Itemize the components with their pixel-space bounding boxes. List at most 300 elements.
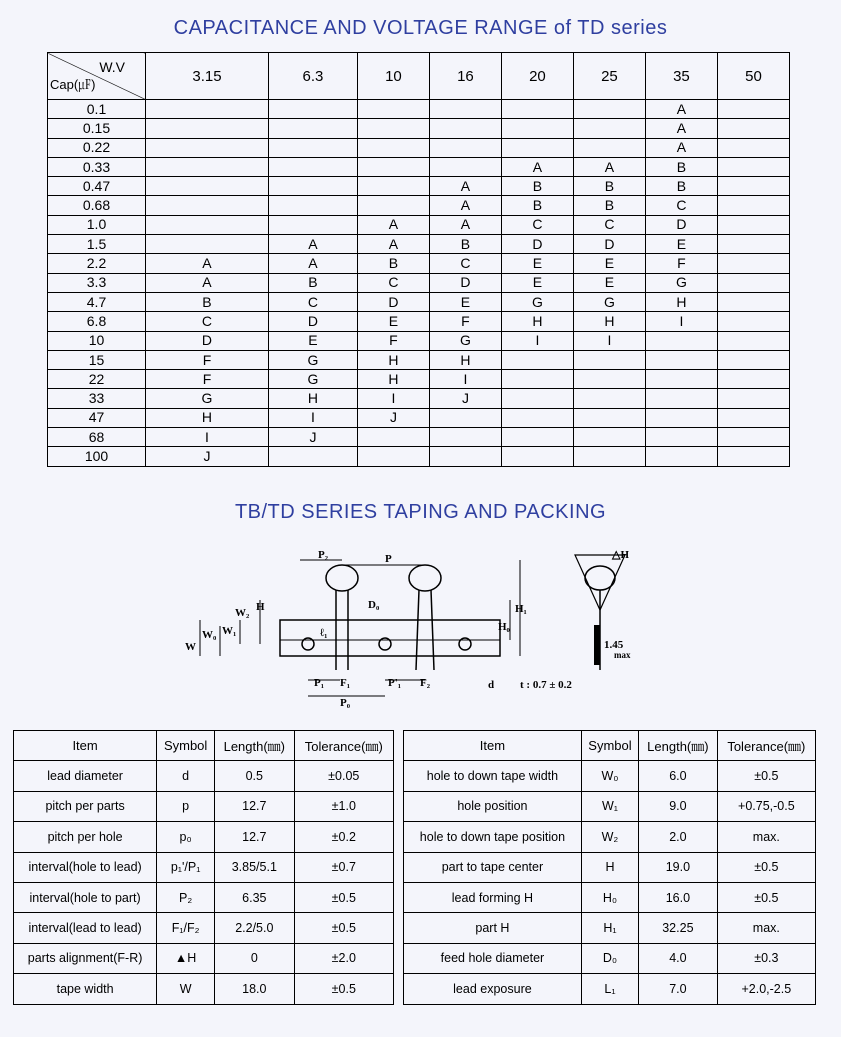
spec-symbol: W₁	[581, 791, 638, 821]
voltage-header: 16	[429, 53, 501, 100]
label-p2: P₂	[318, 549, 329, 561]
case-code-cell	[146, 138, 269, 157]
case-code-cell: F	[146, 350, 269, 369]
case-code-cell	[717, 331, 789, 350]
case-code-cell	[645, 370, 717, 389]
voltage-header-row	[48, 53, 790, 100]
voltage-header: 35	[645, 53, 717, 100]
col-item: Item	[14, 731, 157, 761]
spec-symbol: F₁/F₂	[157, 913, 215, 943]
case-code-cell: A	[645, 138, 717, 157]
case-code-cell	[357, 196, 429, 215]
spec-item: hole to down tape width	[404, 761, 582, 791]
case-code-cell	[501, 408, 573, 427]
case-code-cell: B	[645, 157, 717, 176]
spec-item: interval(hole to part)	[14, 882, 157, 912]
spec-tolerance: ±0.2	[294, 822, 393, 852]
case-code-cell: D	[645, 215, 717, 234]
case-code-cell: A	[645, 100, 717, 119]
case-code-cell: A	[268, 254, 357, 273]
case-code-cell: C	[146, 312, 269, 331]
lead	[431, 590, 434, 670]
case-code-cell: J	[268, 428, 357, 447]
case-code-cell: H	[573, 312, 645, 331]
case-code-cell	[717, 138, 789, 157]
case-code-cell: F	[146, 370, 269, 389]
case-code-cell	[357, 428, 429, 447]
spec-row	[404, 943, 816, 973]
case-code-cell: E	[501, 254, 573, 273]
case-code-cell	[429, 408, 501, 427]
case-code-cell: G	[573, 292, 645, 311]
case-code-cell	[268, 215, 357, 234]
case-code-cell	[717, 292, 789, 311]
voltage-header: 3.15	[146, 53, 269, 100]
cap-value: 0.15	[48, 119, 146, 138]
range-row	[48, 350, 790, 369]
label-h0: H₀	[498, 621, 510, 633]
case-code-cell	[501, 100, 573, 119]
case-code-cell: B	[573, 177, 645, 196]
spec-tolerance: ±0.5	[294, 882, 393, 912]
spec-row	[14, 913, 394, 943]
spec-row	[14, 882, 394, 912]
case-code-cell: B	[146, 292, 269, 311]
range-row	[48, 447, 790, 466]
case-code-cell: G	[645, 273, 717, 292]
spec-header-row	[14, 731, 394, 761]
cap-value: 0.68	[48, 196, 146, 215]
case-code-cell: F	[429, 312, 501, 331]
cap-value: 0.47	[48, 177, 146, 196]
case-code-cell	[501, 138, 573, 157]
case-code-cell: A	[146, 273, 269, 292]
spec-symbol: H	[581, 852, 638, 882]
label-thick: 1.45	[604, 639, 624, 651]
case-code-cell: C	[501, 215, 573, 234]
spec-length: 12.7	[215, 791, 295, 821]
taping-diagram	[180, 540, 650, 710]
spec-row	[14, 791, 394, 821]
side-view-tape	[594, 625, 600, 665]
spec-item: tape width	[14, 974, 157, 1004]
spec-tolerance: ±0.5	[717, 852, 815, 882]
case-code-cell	[717, 370, 789, 389]
label-w0: W₀	[202, 629, 217, 641]
case-code-cell	[717, 235, 789, 254]
case-code-cell	[645, 350, 717, 369]
cap-value: 100	[48, 447, 146, 466]
spec-symbol: d	[157, 761, 215, 791]
case-code-cell: A	[357, 235, 429, 254]
case-code-cell	[146, 235, 269, 254]
case-code-cell: H	[645, 292, 717, 311]
case-code-cell	[357, 157, 429, 176]
spec-item: hole to down tape position	[404, 822, 582, 852]
case-code-cell	[573, 447, 645, 466]
voltage-header: 20	[501, 53, 573, 100]
case-code-cell	[501, 389, 573, 408]
component-body	[409, 565, 441, 591]
spec-length: 6.35	[215, 882, 295, 912]
case-code-cell	[501, 350, 573, 369]
case-code-cell	[146, 177, 269, 196]
spec-length: 6.0	[639, 761, 718, 791]
spec-item: pitch per parts	[14, 791, 157, 821]
col-item: Item	[404, 731, 582, 761]
cap-value: 1.5	[48, 235, 146, 254]
case-code-cell	[717, 447, 789, 466]
lead	[416, 590, 419, 670]
cap-value: 0.33	[48, 157, 146, 176]
spec-length: 19.0	[639, 852, 718, 882]
case-code-cell: B	[357, 254, 429, 273]
label-d0: D₀	[368, 599, 380, 611]
case-code-cell	[501, 370, 573, 389]
case-code-cell: D	[146, 331, 269, 350]
range-body	[48, 100, 790, 467]
case-code-cell	[573, 119, 645, 138]
case-code-cell: D	[429, 273, 501, 292]
spec-length: 2.0	[639, 822, 718, 852]
case-code-cell	[268, 157, 357, 176]
case-code-cell: E	[645, 235, 717, 254]
spec-row	[404, 974, 816, 1004]
label-thick-max: max	[614, 650, 631, 660]
taping-title: TB/TD SERIES TAPING AND PACKING	[234, 501, 607, 523]
range-row	[48, 428, 790, 447]
case-code-cell	[357, 138, 429, 157]
cap-value: 33	[48, 389, 146, 408]
range-row	[48, 273, 790, 292]
case-code-cell	[429, 428, 501, 447]
case-code-cell: J	[429, 389, 501, 408]
col-length: Length(㎜)	[215, 731, 295, 761]
cap-value: 4.7	[48, 292, 146, 311]
spec-symbol: H₀	[581, 882, 638, 912]
case-code-cell	[268, 119, 357, 138]
voltage-header: 50	[717, 53, 789, 100]
spec-symbol: p₀	[157, 822, 215, 852]
case-code-cell: D	[501, 235, 573, 254]
label-d: d	[488, 679, 495, 691]
spec-symbol: p	[157, 791, 215, 821]
case-code-cell	[357, 119, 429, 138]
case-code-cell	[717, 389, 789, 408]
spec-item: part H	[404, 913, 582, 943]
spec-item: hole position	[404, 791, 582, 821]
spec-tolerance: ±0.5	[717, 882, 815, 912]
component-body	[326, 565, 358, 591]
case-code-cell: I	[501, 331, 573, 350]
case-code-cell	[717, 157, 789, 176]
cap-value: 6.8	[48, 312, 146, 331]
case-code-cell	[717, 215, 789, 234]
case-code-cell: A	[429, 215, 501, 234]
col-tolerance: Tolerance(㎜)	[717, 731, 815, 761]
spec-row	[14, 852, 394, 882]
spec-tolerance: ±0.3	[717, 943, 815, 973]
case-code-cell	[501, 428, 573, 447]
case-code-cell: B	[645, 177, 717, 196]
spec-item: part to tape center	[404, 852, 582, 882]
case-code-cell: B	[268, 273, 357, 292]
range-row	[48, 157, 790, 176]
case-code-cell: J	[357, 408, 429, 427]
range-row	[48, 389, 790, 408]
case-code-cell: G	[268, 370, 357, 389]
case-code-cell	[501, 447, 573, 466]
case-code-cell	[429, 138, 501, 157]
case-code-cell: E	[357, 312, 429, 331]
col-tolerance: Tolerance(㎜)	[294, 731, 393, 761]
case-code-cell	[573, 350, 645, 369]
case-code-cell: H	[501, 312, 573, 331]
case-code-cell	[573, 370, 645, 389]
case-code-cell: I	[573, 331, 645, 350]
spec-symbol: H₁	[581, 913, 638, 943]
spec-length: 0	[215, 943, 295, 973]
case-code-cell: E	[501, 273, 573, 292]
spec-length: 0.5	[215, 761, 295, 791]
case-code-cell	[717, 196, 789, 215]
range-row	[48, 235, 790, 254]
case-code-cell: A	[357, 215, 429, 234]
case-code-cell: C	[645, 196, 717, 215]
case-code-cell	[146, 100, 269, 119]
spec-tolerance: +2.0,-2.5	[717, 974, 815, 1004]
case-code-cell: A	[429, 196, 501, 215]
spec-length: 12.7	[215, 822, 295, 852]
spec-row	[14, 943, 394, 973]
case-code-cell	[645, 428, 717, 447]
case-code-cell	[146, 157, 269, 176]
range-row	[48, 177, 790, 196]
case-code-cell	[717, 119, 789, 138]
spec-tolerance: ±0.5	[717, 761, 815, 791]
wv-label: W.V	[99, 59, 125, 75]
spec-tolerance: ±0.5	[294, 913, 393, 943]
case-code-cell	[573, 428, 645, 447]
case-code-cell	[146, 196, 269, 215]
spec-item: lead exposure	[404, 974, 582, 1004]
label-p: P	[385, 553, 392, 565]
spec-length: 3.85/5.1	[215, 852, 295, 882]
spec-symbol: W₂	[581, 822, 638, 852]
case-code-cell	[717, 312, 789, 331]
corner-header	[48, 53, 146, 100]
range-row	[48, 292, 790, 311]
case-code-cell: A	[268, 235, 357, 254]
case-code-cell	[268, 196, 357, 215]
case-code-cell	[717, 177, 789, 196]
case-code-cell: D	[573, 235, 645, 254]
spec-row	[14, 974, 394, 1004]
spec-header-row	[404, 731, 816, 761]
spec-symbol: L₁	[581, 974, 638, 1004]
case-code-cell: G	[268, 350, 357, 369]
col-symbol: Symbol	[157, 731, 215, 761]
case-code-cell	[717, 100, 789, 119]
case-code-cell	[717, 428, 789, 447]
case-code-cell	[429, 119, 501, 138]
spec-tolerance: ±0.5	[294, 974, 393, 1004]
spec-item: interval(hole to lead)	[14, 852, 157, 882]
spec-item: pitch per hole	[14, 822, 157, 852]
range-row	[48, 119, 790, 138]
case-code-cell	[429, 100, 501, 119]
case-code-cell: H	[268, 389, 357, 408]
case-code-cell	[357, 447, 429, 466]
range-row	[48, 408, 790, 427]
label-h: H	[256, 601, 265, 613]
label-w1: W₁	[222, 625, 237, 637]
label-p1b: P'₁	[388, 677, 402, 689]
spec-tolerance: max.	[717, 913, 815, 943]
case-code-cell: H	[357, 350, 429, 369]
label-p1: P₁	[314, 677, 325, 689]
spec-table-left	[13, 730, 394, 1005]
case-code-cell	[573, 408, 645, 427]
capacitance-voltage-table	[47, 52, 790, 467]
case-code-cell	[501, 119, 573, 138]
case-code-cell: C	[268, 292, 357, 311]
spec-length: 16.0	[639, 882, 718, 912]
case-code-cell: F	[357, 331, 429, 350]
spec-row	[404, 761, 816, 791]
case-code-cell: E	[573, 273, 645, 292]
case-code-cell: E	[429, 292, 501, 311]
case-code-cell: B	[501, 177, 573, 196]
case-code-cell: H	[429, 350, 501, 369]
cap-value: 0.1	[48, 100, 146, 119]
spec-row	[404, 822, 816, 852]
spec-row	[404, 913, 816, 943]
cap-value: 10	[48, 331, 146, 350]
label-p0: P₀	[340, 697, 351, 709]
case-code-cell: C	[573, 215, 645, 234]
cap-value: 2.2	[48, 254, 146, 273]
case-code-cell	[717, 254, 789, 273]
label-f1: F₁	[340, 677, 351, 689]
case-code-cell	[717, 273, 789, 292]
spec-row	[14, 822, 394, 852]
case-code-cell: C	[429, 254, 501, 273]
spec-symbol: W	[157, 974, 215, 1004]
spec-tolerance: ±0.05	[294, 761, 393, 791]
range-row	[48, 331, 790, 350]
spec-item: interval(lead to lead)	[14, 913, 157, 943]
spec-length: 18.0	[215, 974, 295, 1004]
spec-tolerance: ±1.0	[294, 791, 393, 821]
case-code-cell	[645, 408, 717, 427]
label-f2: F₂	[420, 677, 431, 689]
case-code-cell: B	[501, 196, 573, 215]
cap-label: Cap(㎌)	[50, 77, 96, 92]
spec-item: feed hole diameter	[404, 943, 582, 973]
spec-tolerance: +0.75,-0.5	[717, 791, 815, 821]
cap-value: 68	[48, 428, 146, 447]
spec-symbol: D₀	[581, 943, 638, 973]
range-row	[48, 370, 790, 389]
range-row	[48, 312, 790, 331]
case-code-cell: I	[146, 428, 269, 447]
case-code-cell: A	[501, 157, 573, 176]
range-row	[48, 215, 790, 234]
case-code-cell: C	[357, 273, 429, 292]
spec-item: parts alignment(F-R)	[14, 943, 157, 973]
spec-length: 4.0	[639, 943, 718, 973]
side-view-body	[585, 566, 615, 590]
voltage-header: 25	[573, 53, 645, 100]
spec-row	[404, 882, 816, 912]
case-code-cell	[146, 119, 269, 138]
cap-value: 47	[48, 408, 146, 427]
case-code-cell	[717, 350, 789, 369]
case-code-cell: A	[146, 254, 269, 273]
spec-length: 7.0	[639, 974, 718, 1004]
case-code-cell	[357, 177, 429, 196]
case-code-cell: A	[573, 157, 645, 176]
spec-symbol: ▲H	[157, 943, 215, 973]
cap-value: 22	[48, 370, 146, 389]
label-dh: △H	[612, 549, 630, 561]
spec-row	[14, 761, 394, 791]
case-code-cell: J	[146, 447, 269, 466]
case-code-cell	[429, 157, 501, 176]
spec-row	[404, 852, 816, 882]
range-row	[48, 254, 790, 273]
case-code-cell	[573, 389, 645, 408]
case-code-cell	[429, 447, 501, 466]
case-code-cell	[268, 447, 357, 466]
spec-item: lead diameter	[14, 761, 157, 791]
spec-table-right	[403, 730, 816, 1005]
col-symbol: Symbol	[581, 731, 638, 761]
case-code-cell: A	[645, 119, 717, 138]
case-code-cell: F	[645, 254, 717, 273]
spec-item: lead forming H	[404, 882, 582, 912]
label-w: W	[185, 641, 196, 653]
case-code-cell	[268, 177, 357, 196]
case-code-cell	[146, 215, 269, 234]
case-code-cell: B	[429, 235, 501, 254]
range-row	[48, 100, 790, 119]
case-code-cell	[717, 408, 789, 427]
spec-length: 2.2/5.0	[215, 913, 295, 943]
voltage-header: 6.3	[268, 53, 357, 100]
case-code-cell	[573, 138, 645, 157]
case-code-cell	[357, 100, 429, 119]
case-code-cell: A	[429, 177, 501, 196]
spec-length: 32.25	[639, 913, 718, 943]
case-code-cell	[645, 389, 717, 408]
case-code-cell: I	[429, 370, 501, 389]
spec-symbol: p₁'/P₁	[157, 852, 215, 882]
case-code-cell: E	[573, 254, 645, 273]
spec-row	[404, 791, 816, 821]
case-code-cell	[268, 100, 357, 119]
case-code-cell: G	[146, 389, 269, 408]
case-code-cell	[268, 138, 357, 157]
range-row	[48, 138, 790, 157]
cap-value: 0.22	[48, 138, 146, 157]
case-code-cell: G	[501, 292, 573, 311]
label-h1: H₁	[515, 603, 527, 615]
spec-tolerance: max.	[717, 822, 815, 852]
case-code-cell: I	[268, 408, 357, 427]
voltage-header: 10	[357, 53, 429, 100]
